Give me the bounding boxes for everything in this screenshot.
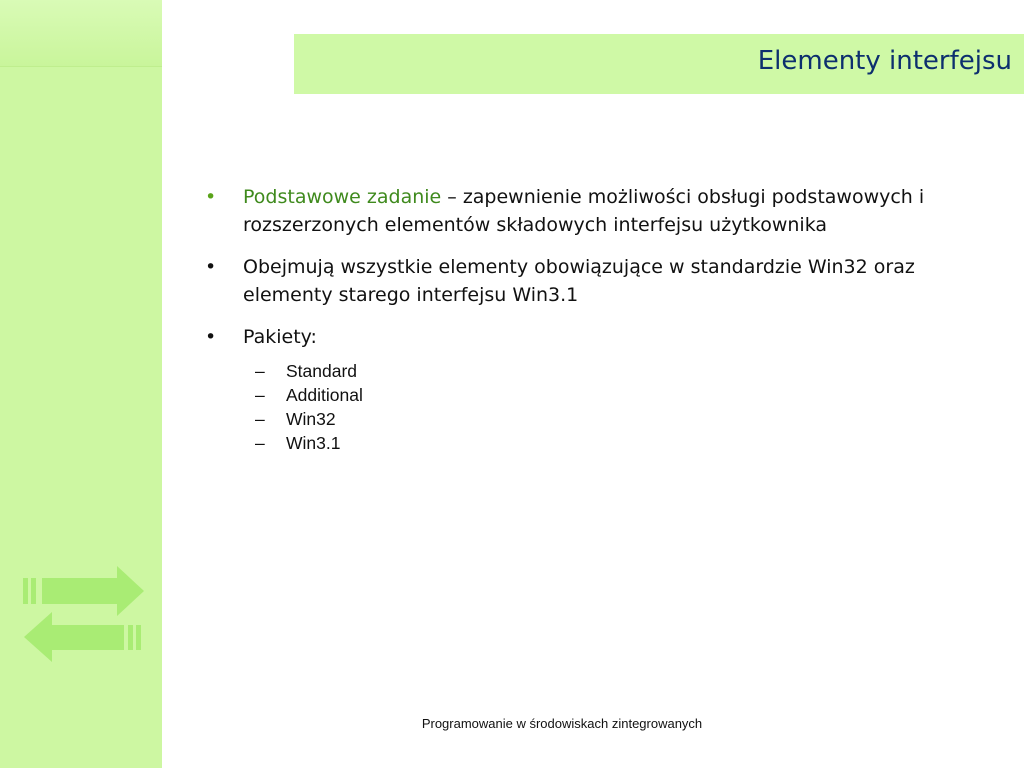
sub-marker: – xyxy=(255,360,265,381)
decorative-arrows xyxy=(20,563,148,669)
bullet-text: – zapewnienie możliwości obsługi podstawowych i rozszerzonych elementów składowych interfejsu użytkownika xyxy=(243,186,925,236)
bullet-marker: • xyxy=(205,256,217,278)
bullet-marker: • xyxy=(205,186,217,208)
bullet-marker: • xyxy=(205,326,217,348)
package-name: Additional xyxy=(286,384,363,405)
title-bar xyxy=(294,34,1024,94)
bullet-text: Pakiety: xyxy=(243,326,317,348)
sub-marker: – xyxy=(255,408,265,429)
bullet-item xyxy=(200,184,1000,239)
package-item xyxy=(200,383,1000,407)
slide-footer: Programowanie w środowiskach zintegrowanych xyxy=(421,716,703,731)
left-band-header-block xyxy=(0,0,162,67)
slide-title: Elementy interfejsu xyxy=(757,46,1012,76)
bullet-item xyxy=(200,324,1000,352)
sub-marker: – xyxy=(255,384,265,405)
package-name: Win3.1 xyxy=(286,432,341,453)
arrow-right-icon xyxy=(23,566,144,616)
package-item xyxy=(200,431,1000,455)
slide-content xyxy=(200,184,1000,455)
sub-marker: – xyxy=(255,432,265,453)
arrow-left-icon xyxy=(24,612,141,662)
package-item xyxy=(200,359,1000,383)
bullet-text: Obejmują wszystkie elementy obowiązujące w standardzie Win32 oraz elementy starego interfejsu Win3.1 xyxy=(243,256,915,306)
bullet-emphasis: Podstawowe zadanie xyxy=(243,186,442,208)
bullet-item xyxy=(200,254,1000,309)
package-list xyxy=(200,359,1000,455)
package-name: Standard xyxy=(286,360,358,381)
package-item xyxy=(200,407,1000,431)
arrows-graphic xyxy=(20,563,148,665)
package-name: Win32 xyxy=(286,408,336,429)
